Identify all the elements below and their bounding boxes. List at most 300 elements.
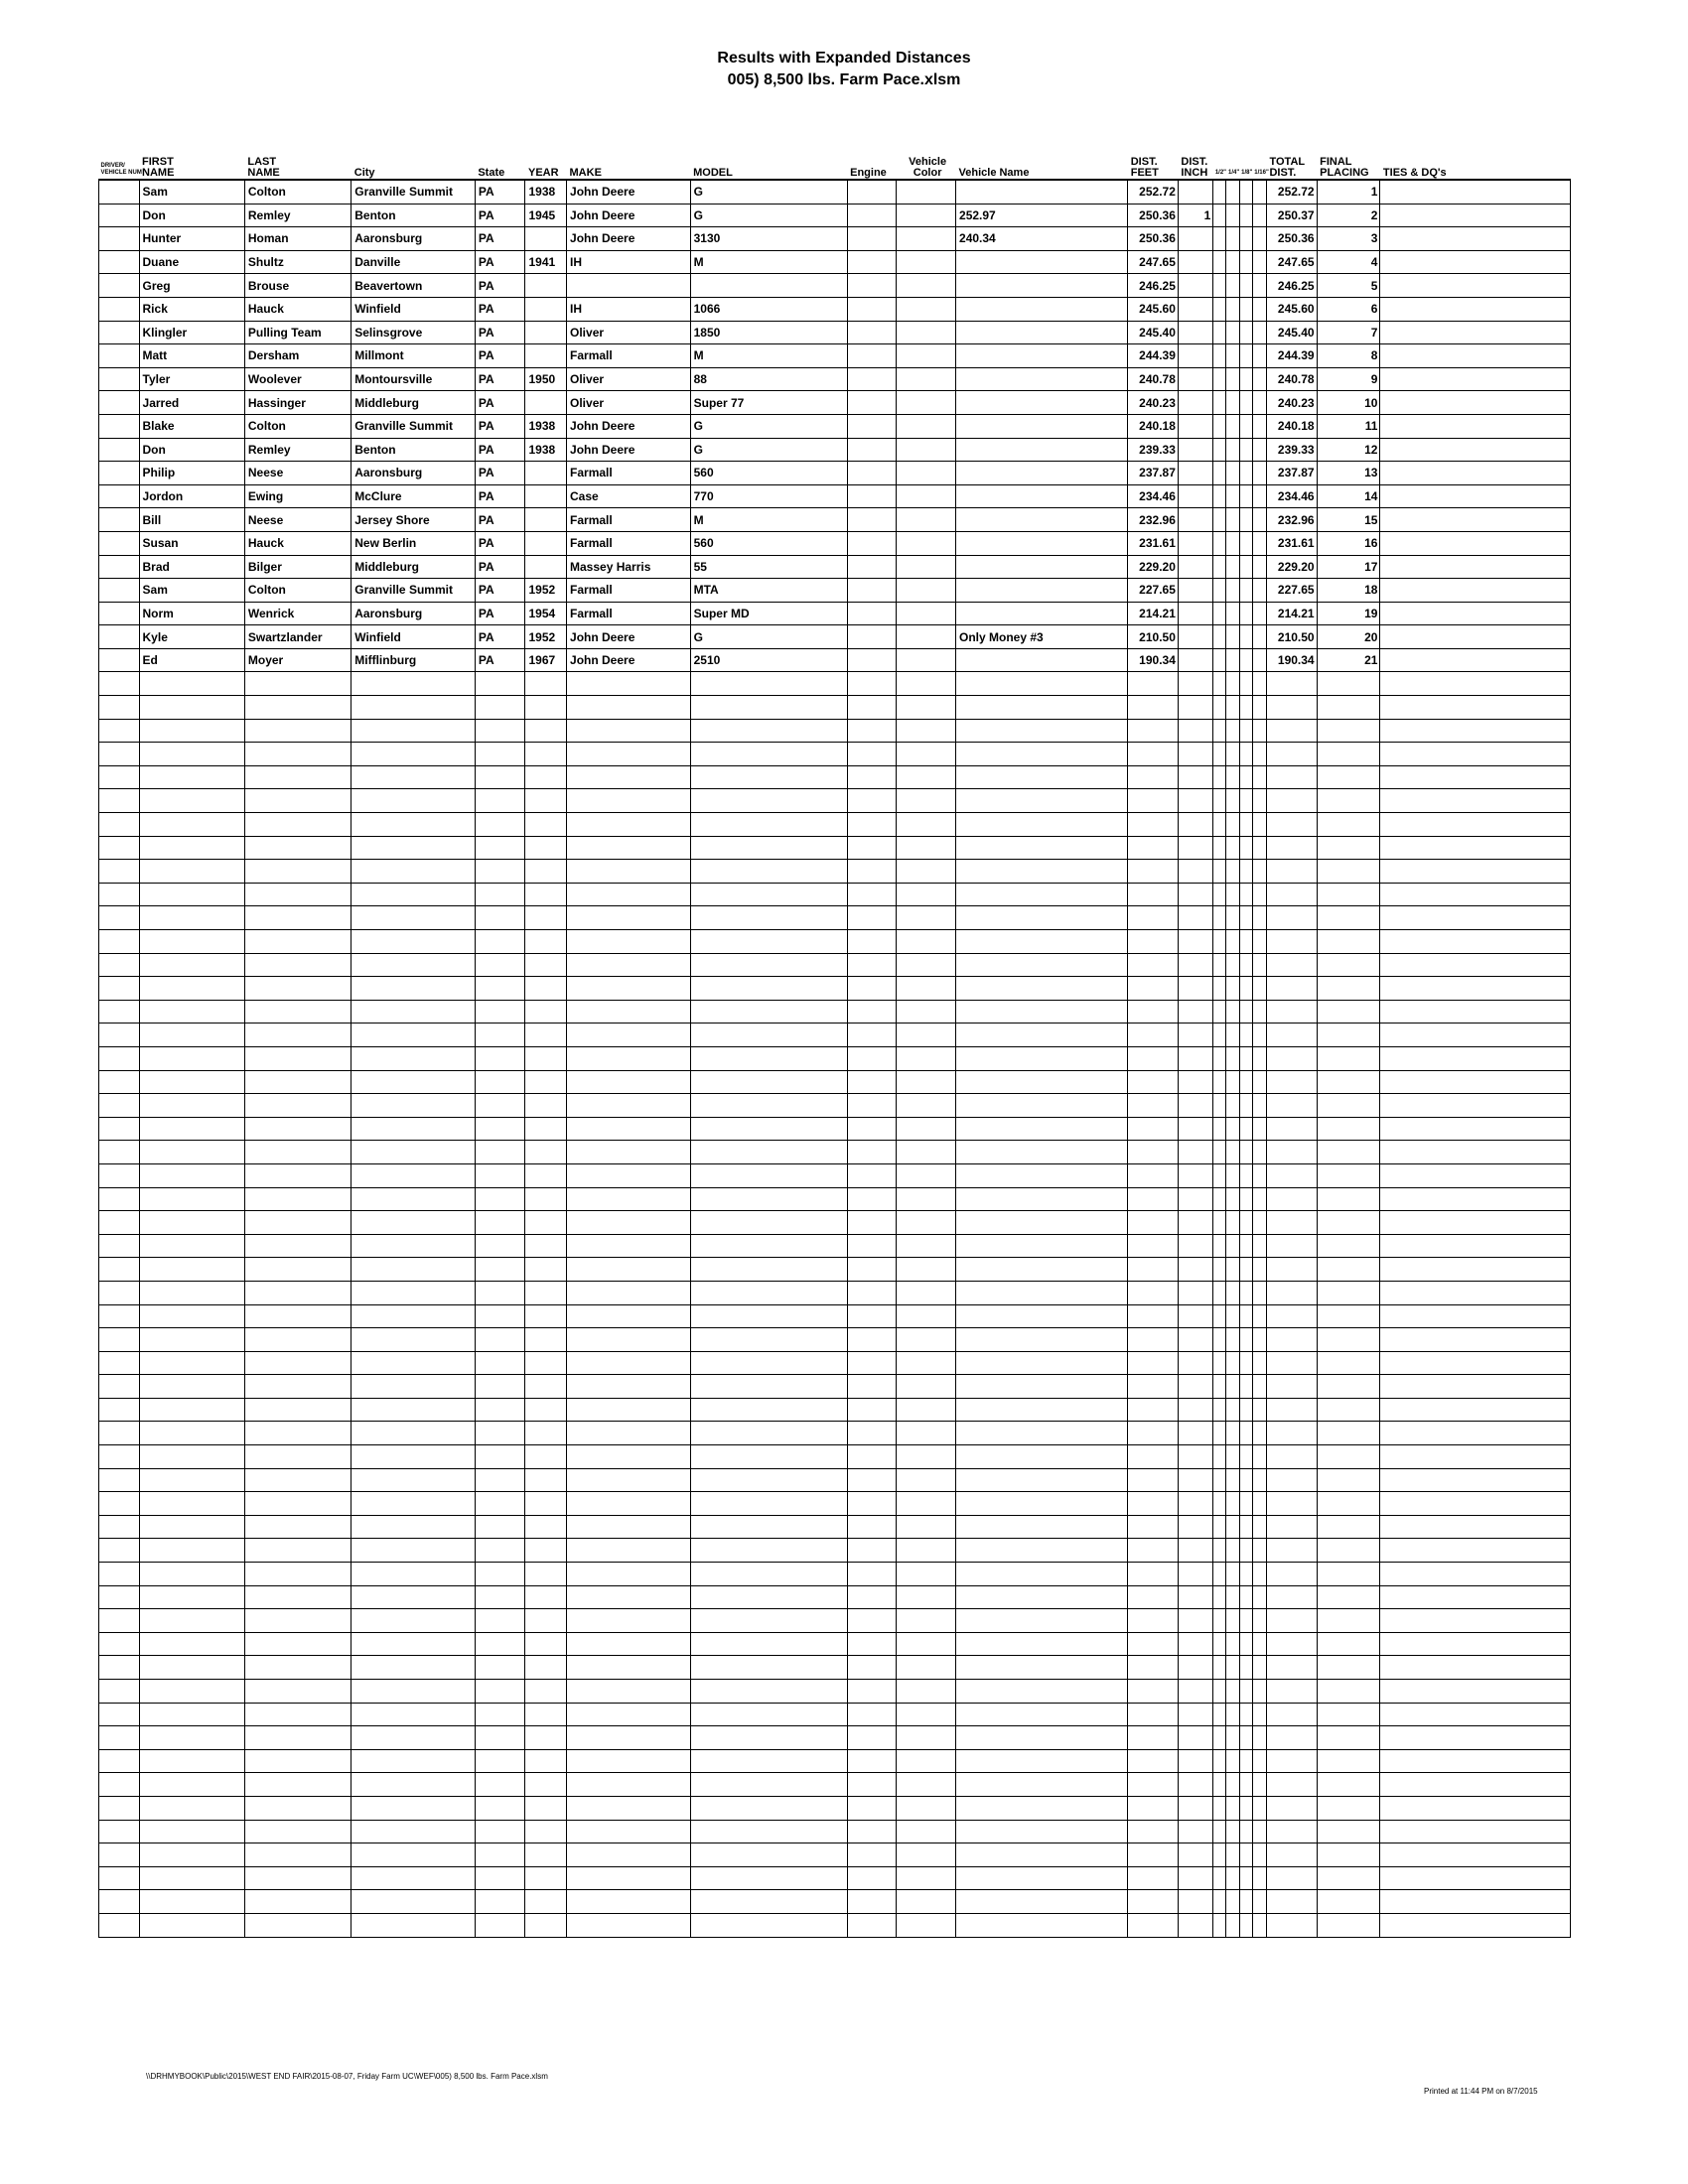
cell-state	[475, 1351, 525, 1375]
cell-frac-eighth	[1239, 1258, 1252, 1282]
cell-total-dist: 231.61	[1266, 531, 1317, 555]
cell-last-name	[244, 1000, 351, 1024]
cell-frac-half	[1213, 297, 1226, 321]
cell-frac-eighth	[1239, 1422, 1252, 1445]
cell-total-dist: 240.78	[1266, 367, 1317, 391]
cell-model	[690, 672, 847, 696]
cell-ties-dqs	[1380, 484, 1571, 508]
cell-vehicle-name	[956, 1749, 1128, 1773]
cell-year	[525, 484, 567, 508]
cell-dist-feet	[1128, 1866, 1179, 1890]
cell-year	[525, 1515, 567, 1539]
col-dist-inch: DIST. INCH	[1178, 149, 1212, 180]
cell-dist-feet	[1128, 1796, 1179, 1820]
cell-first-name	[139, 765, 244, 789]
table-row	[99, 391, 1571, 415]
cell-driver	[99, 1515, 140, 1539]
cell-year	[525, 1046, 567, 1070]
cell-frac-quarter	[1226, 789, 1239, 813]
cell-frac-eighth	[1239, 1211, 1252, 1235]
cell-frac-eighth	[1239, 391, 1252, 415]
cell-vehicle-name	[956, 1375, 1128, 1399]
cell-dist-feet	[1128, 1141, 1179, 1164]
cell-make	[567, 1726, 691, 1750]
cell-driver	[99, 1539, 140, 1563]
cell-frac-half	[1213, 1304, 1226, 1328]
cell-first-name: Philip	[139, 462, 244, 485]
cell-frac-sixteenth	[1252, 1609, 1266, 1633]
cell-frac-half	[1213, 274, 1226, 298]
cell-dist-feet	[1128, 1000, 1179, 1024]
cell-frac-quarter	[1226, 1328, 1239, 1352]
cell-vehicle-name	[956, 1703, 1128, 1726]
cell-frac-eighth	[1239, 462, 1252, 485]
cell-vehicle-name	[956, 1492, 1128, 1516]
cell-vehicle-name	[956, 1046, 1128, 1070]
cell-total-dist: 239.33	[1266, 438, 1317, 462]
cell-total-dist	[1266, 1046, 1317, 1070]
cell-color	[897, 180, 956, 204]
cell-first-name	[139, 672, 244, 696]
cell-final-placing	[1317, 1515, 1380, 1539]
cell-dist-feet	[1128, 719, 1179, 743]
cell-state	[475, 1211, 525, 1235]
cell-make	[567, 1913, 691, 1937]
cell-frac-sixteenth	[1252, 227, 1266, 251]
cell-frac-quarter	[1226, 625, 1239, 649]
cell-state	[475, 1163, 525, 1187]
table-row	[99, 555, 1571, 579]
cell-driver	[99, 367, 140, 391]
cell-frac-half	[1213, 1000, 1226, 1024]
cell-driver	[99, 1422, 140, 1445]
cell-make	[567, 977, 691, 1001]
cell-frac-quarter	[1226, 1913, 1239, 1937]
cell-year	[525, 1281, 567, 1304]
col-engine: Engine	[847, 149, 897, 180]
empty-row	[99, 1773, 1571, 1797]
cell-city	[352, 1187, 476, 1211]
cell-model	[690, 1375, 847, 1399]
cell-final-placing	[1317, 1632, 1380, 1656]
cell-color	[897, 1468, 956, 1492]
cell-year	[525, 1749, 567, 1773]
cell-city	[352, 953, 476, 977]
cell-make	[567, 813, 691, 837]
cell-total-dist	[1266, 813, 1317, 837]
cell-state	[475, 977, 525, 1001]
cell-dist-feet: 247.65	[1128, 250, 1179, 274]
cell-vehicle-name	[956, 1211, 1128, 1235]
cell-dist-inch	[1178, 579, 1212, 603]
cell-dist-feet: 244.39	[1128, 344, 1179, 368]
cell-total-dist	[1266, 1304, 1317, 1328]
empty-row	[99, 672, 1571, 696]
cell-state	[475, 1492, 525, 1516]
empty-row	[99, 1141, 1571, 1164]
cell-year	[525, 930, 567, 954]
cell-year	[525, 1398, 567, 1422]
cell-total-dist	[1266, 789, 1317, 813]
cell-city	[352, 1468, 476, 1492]
cell-driver	[99, 414, 140, 438]
cell-dist-feet	[1128, 1187, 1179, 1211]
cell-dist-inch	[1178, 462, 1212, 485]
cell-total-dist	[1266, 696, 1317, 720]
cell-frac-sixteenth	[1252, 1070, 1266, 1094]
cell-city	[352, 1141, 476, 1164]
cell-city: Winfield	[352, 297, 476, 321]
cell-city	[352, 1773, 476, 1797]
cell-last-name: Neese	[244, 508, 351, 532]
cell-state	[475, 1258, 525, 1282]
cell-ties-dqs	[1380, 1468, 1571, 1492]
cell-ties-dqs	[1380, 696, 1571, 720]
cell-frac-eighth	[1239, 227, 1252, 251]
cell-frac-sixteenth	[1252, 274, 1266, 298]
cell-frac-eighth	[1239, 1141, 1252, 1164]
table-row	[99, 250, 1571, 274]
cell-ties-dqs	[1380, 1913, 1571, 1937]
cell-state	[475, 1726, 525, 1750]
cell-city	[352, 1749, 476, 1773]
cell-dist-feet	[1128, 930, 1179, 954]
cell-final-placing: 21	[1317, 648, 1380, 672]
cell-model	[690, 1726, 847, 1750]
cell-frac-sixteenth	[1252, 1328, 1266, 1352]
cell-last-name	[244, 1094, 351, 1118]
cell-total-dist	[1266, 672, 1317, 696]
cell-first-name	[139, 1680, 244, 1704]
cell-frac-eighth	[1239, 555, 1252, 579]
cell-total-dist: 214.21	[1266, 602, 1317, 625]
cell-model: G	[690, 204, 847, 227]
cell-frac-half	[1213, 765, 1226, 789]
cell-final-placing	[1317, 1070, 1380, 1094]
cell-final-placing: 9	[1317, 367, 1380, 391]
cell-dist-feet: 229.20	[1128, 555, 1179, 579]
cell-vehicle-name	[956, 743, 1128, 766]
cell-year	[525, 1445, 567, 1469]
cell-make	[567, 1141, 691, 1164]
cell-engine	[847, 1304, 897, 1328]
cell-model	[690, 719, 847, 743]
cell-engine	[847, 625, 897, 649]
cell-vehicle-name	[956, 1351, 1128, 1375]
cell-model	[690, 1773, 847, 1797]
cell-frac-sixteenth	[1252, 1632, 1266, 1656]
cell-engine	[847, 743, 897, 766]
cell-frac-sixteenth	[1252, 836, 1266, 860]
cell-color	[897, 1000, 956, 1024]
cell-year	[525, 297, 567, 321]
cell-first-name	[139, 1843, 244, 1867]
empty-row	[99, 883, 1571, 906]
col-model: MODEL	[690, 149, 847, 180]
cell-last-name	[244, 1211, 351, 1235]
empty-row	[99, 1328, 1571, 1352]
cell-color	[897, 227, 956, 251]
cell-frac-eighth	[1239, 1609, 1252, 1633]
cell-dist-inch	[1178, 1609, 1212, 1633]
cell-year	[525, 1843, 567, 1867]
cell-year: 1950	[525, 367, 567, 391]
cell-last-name	[244, 1398, 351, 1422]
cell-total-dist	[1266, 1515, 1317, 1539]
cell-dist-feet	[1128, 1070, 1179, 1094]
cell-frac-eighth	[1239, 696, 1252, 720]
cell-driver	[99, 883, 140, 906]
cell-engine	[847, 462, 897, 485]
cell-make: Farmall	[567, 462, 691, 485]
cell-dist-inch	[1178, 1468, 1212, 1492]
cell-city: Danville	[352, 250, 476, 274]
cell-final-placing	[1317, 883, 1380, 906]
cell-model: G	[690, 414, 847, 438]
cell-driver	[99, 625, 140, 649]
cell-state	[475, 1398, 525, 1422]
cell-year: 1952	[525, 579, 567, 603]
cell-frac-sixteenth	[1252, 1258, 1266, 1282]
cell-color	[897, 743, 956, 766]
cell-final-placing	[1317, 1422, 1380, 1445]
cell-dist-inch	[1178, 953, 1212, 977]
cell-frac-half	[1213, 227, 1226, 251]
cell-model: 770	[690, 484, 847, 508]
cell-frac-sixteenth	[1252, 344, 1266, 368]
cell-total-dist	[1266, 953, 1317, 977]
cell-ties-dqs	[1380, 391, 1571, 415]
cell-first-name	[139, 1281, 244, 1304]
cell-city	[352, 1609, 476, 1633]
cell-city	[352, 1656, 476, 1680]
cell-city	[352, 1445, 476, 1469]
cell-color	[897, 531, 956, 555]
cell-city	[352, 789, 476, 813]
cell-year	[525, 1726, 567, 1750]
cell-total-dist	[1266, 1843, 1317, 1867]
cell-state	[475, 1141, 525, 1164]
cell-model	[690, 696, 847, 720]
cell-ties-dqs	[1380, 414, 1571, 438]
cell-final-placing	[1317, 765, 1380, 789]
cell-ties-dqs	[1380, 1024, 1571, 1047]
cell-frac-half	[1213, 1281, 1226, 1304]
cell-dist-feet	[1128, 1492, 1179, 1516]
cell-ties-dqs	[1380, 860, 1571, 884]
cell-make	[567, 1468, 691, 1492]
cell-dist-inch	[1178, 719, 1212, 743]
cell-city: Benton	[352, 438, 476, 462]
cell-first-name	[139, 743, 244, 766]
cell-city	[352, 836, 476, 860]
cell-dist-feet: 234.46	[1128, 484, 1179, 508]
cell-engine	[847, 789, 897, 813]
cell-year: 1952	[525, 625, 567, 649]
cell-vehicle-name	[956, 484, 1128, 508]
cell-make	[567, 1046, 691, 1070]
cell-first-name: Hunter	[139, 227, 244, 251]
cell-first-name	[139, 1749, 244, 1773]
empty-row	[99, 1890, 1571, 1914]
cell-ties-dqs	[1380, 321, 1571, 344]
cell-engine	[847, 1492, 897, 1516]
cell-total-dist	[1266, 1749, 1317, 1773]
cell-frac-quarter	[1226, 1211, 1239, 1235]
cell-dist-feet	[1128, 906, 1179, 930]
cell-model: Super MD	[690, 602, 847, 625]
cell-first-name	[139, 1913, 244, 1937]
cell-frac-quarter	[1226, 1398, 1239, 1422]
cell-total-dist	[1266, 1398, 1317, 1422]
cell-model	[690, 274, 847, 298]
cell-frac-eighth	[1239, 1024, 1252, 1047]
cell-engine	[847, 1680, 897, 1704]
cell-dist-feet: 239.33	[1128, 438, 1179, 462]
cell-frac-sixteenth	[1252, 204, 1266, 227]
cell-driver	[99, 696, 140, 720]
cell-city: Jersey Shore	[352, 508, 476, 532]
cell-year	[525, 1351, 567, 1375]
cell-first-name	[139, 1703, 244, 1726]
cell-frac-eighth	[1239, 602, 1252, 625]
cell-dist-inch	[1178, 906, 1212, 930]
cell-frac-quarter	[1226, 367, 1239, 391]
cell-driver	[99, 953, 140, 977]
cell-frac-sixteenth	[1252, 579, 1266, 603]
cell-vehicle-name	[956, 719, 1128, 743]
cell-final-placing	[1317, 1258, 1380, 1282]
cell-year	[525, 1820, 567, 1843]
cell-frac-sixteenth	[1252, 1351, 1266, 1375]
cell-model	[690, 1539, 847, 1563]
cell-city	[352, 1163, 476, 1187]
cell-make: IH	[567, 250, 691, 274]
cell-color	[897, 1445, 956, 1469]
cell-final-placing	[1317, 1866, 1380, 1890]
cell-frac-half	[1213, 344, 1226, 368]
cell-first-name	[139, 1024, 244, 1047]
cell-frac-eighth	[1239, 1890, 1252, 1914]
empty-row	[99, 743, 1571, 766]
cell-frac-quarter	[1226, 719, 1239, 743]
cell-total-dist	[1266, 1913, 1317, 1937]
cell-frac-eighth	[1239, 860, 1252, 884]
cell-color	[897, 1820, 956, 1843]
cell-make: John Deere	[567, 180, 691, 204]
cell-make	[567, 906, 691, 930]
cell-ties-dqs	[1380, 250, 1571, 274]
cell-frac-half	[1213, 391, 1226, 415]
cell-city: Aaronsburg	[352, 462, 476, 485]
cell-last-name	[244, 1234, 351, 1258]
cell-final-placing	[1317, 1398, 1380, 1422]
cell-ties-dqs	[1380, 1351, 1571, 1375]
cell-dist-inch	[1178, 391, 1212, 415]
col-frac-quarter: 1/4"	[1226, 149, 1239, 180]
cell-vehicle-name	[956, 1258, 1128, 1282]
cell-model	[690, 1866, 847, 1890]
cell-model	[690, 789, 847, 813]
cell-frac-quarter	[1226, 414, 1239, 438]
cell-make	[567, 1328, 691, 1352]
cell-frac-half	[1213, 555, 1226, 579]
cell-frac-sixteenth	[1252, 297, 1266, 321]
cell-first-name	[139, 1866, 244, 1890]
cell-make	[567, 1843, 691, 1867]
cell-total-dist	[1266, 906, 1317, 930]
cell-model	[690, 1281, 847, 1304]
cell-first-name: Brad	[139, 555, 244, 579]
cell-ties-dqs	[1380, 1515, 1571, 1539]
cell-city	[352, 1375, 476, 1399]
cell-year	[525, 344, 567, 368]
cell-ties-dqs	[1380, 789, 1571, 813]
table-row	[99, 531, 1571, 555]
cell-make	[567, 743, 691, 766]
cell-vehicle-name: Only Money #3	[956, 625, 1128, 649]
cell-driver	[99, 1609, 140, 1633]
cell-dist-feet	[1128, 1422, 1179, 1445]
cell-color	[897, 1749, 956, 1773]
cell-ties-dqs	[1380, 1422, 1571, 1445]
cell-state	[475, 1703, 525, 1726]
cell-make	[567, 1585, 691, 1609]
cell-dist-feet	[1128, 696, 1179, 720]
results-table	[98, 149, 1571, 1938]
cell-driver	[99, 1492, 140, 1516]
cell-driver	[99, 602, 140, 625]
cell-make	[567, 1094, 691, 1118]
cell-frac-sixteenth	[1252, 906, 1266, 930]
cell-frac-half	[1213, 1866, 1226, 1890]
cell-dist-feet	[1128, 1046, 1179, 1070]
cell-make	[567, 1492, 691, 1516]
cell-frac-quarter	[1226, 836, 1239, 860]
cell-frac-eighth	[1239, 367, 1252, 391]
cell-driver	[99, 250, 140, 274]
cell-frac-eighth	[1239, 648, 1252, 672]
cell-first-name: Kyle	[139, 625, 244, 649]
cell-color	[897, 367, 956, 391]
cell-driver	[99, 274, 140, 298]
cell-engine	[847, 1258, 897, 1282]
cell-dist-inch	[1178, 1656, 1212, 1680]
empty-row	[99, 977, 1571, 1001]
cell-vehicle-name	[956, 1234, 1128, 1258]
cell-color	[897, 391, 956, 415]
col-state: State	[475, 149, 525, 180]
cell-year	[525, 321, 567, 344]
cell-color	[897, 1726, 956, 1750]
cell-ties-dqs	[1380, 625, 1571, 649]
cell-dist-feet	[1128, 1563, 1179, 1586]
cell-city	[352, 860, 476, 884]
cell-final-placing	[1317, 860, 1380, 884]
table-row	[99, 625, 1571, 649]
cell-frac-quarter	[1226, 1773, 1239, 1797]
cell-ties-dqs	[1380, 1773, 1571, 1797]
cell-frac-quarter	[1226, 860, 1239, 884]
cell-ties-dqs	[1380, 1258, 1571, 1282]
cell-first-name: Don	[139, 204, 244, 227]
cell-last-name: Colton	[244, 180, 351, 204]
cell-final-placing: 2	[1317, 204, 1380, 227]
cell-final-placing	[1317, 906, 1380, 930]
cell-vehicle-name	[956, 274, 1128, 298]
cell-engine	[847, 555, 897, 579]
cell-color	[897, 1609, 956, 1633]
